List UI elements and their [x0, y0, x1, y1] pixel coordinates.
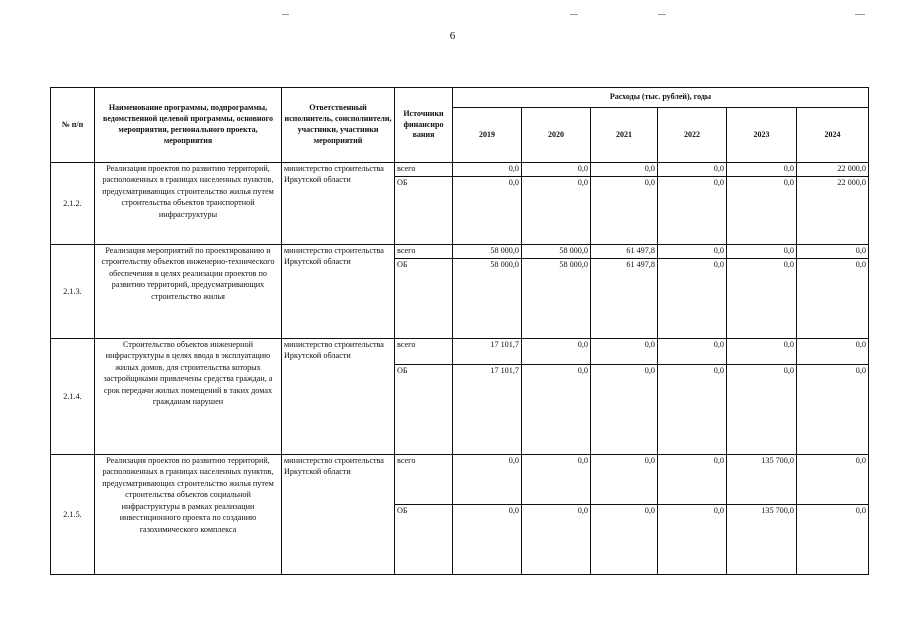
row-value: 22 000,0 — [797, 177, 869, 245]
row-value: 0,0 — [522, 163, 591, 177]
scan-artifact-dash — [282, 14, 289, 15]
row-value: 0,0 — [797, 339, 869, 365]
scan-artifact-dash — [658, 14, 666, 15]
row-value: 0,0 — [591, 339, 658, 365]
row-value: 58 000,0 — [453, 245, 522, 259]
expenses-table — [50, 87, 869, 575]
row-value: 17 101,7 — [453, 365, 522, 455]
row-name: Реализация мероприятий по проектированию и строительству объектов инженерно-технического обеспечения в целях реализации проектов по развитию территорий, предусматривающих строительство жилья — [95, 245, 282, 339]
row-number: 2.1.5. — [51, 455, 95, 575]
header-num: № п/п — [51, 88, 95, 163]
row-value: 135 700,0 — [727, 505, 797, 575]
header-responsible: Ответственный исполнитель, соисполнители, участники, участники мероприятий — [282, 88, 395, 163]
row-value: 17 101,7 — [453, 339, 522, 365]
row-value: 0,0 — [591, 505, 658, 575]
table-row — [51, 339, 869, 365]
row-value: 0,0 — [522, 455, 591, 505]
row-value: 0,0 — [727, 245, 797, 259]
scan-artifact-dash — [855, 14, 865, 15]
row-value: 0,0 — [727, 365, 797, 455]
row-source: всего — [395, 455, 453, 505]
row-responsible: министерство строительства Иркутской области — [282, 339, 395, 455]
row-value: 0,0 — [797, 365, 869, 455]
row-value: 0,0 — [727, 163, 797, 177]
row-source: всего — [395, 339, 453, 365]
row-value: 61 497,8 — [591, 245, 658, 259]
row-value: 0,0 — [591, 455, 658, 505]
row-value: 0,0 — [797, 245, 869, 259]
row-number: 2.1.3. — [51, 245, 95, 339]
row-source: всего — [395, 163, 453, 177]
row-name: Реализация проектов по развитию территорий, расположенных в границах населенных пунктов, предусматривающих строительство жилья путем строительства объектов транспортной инфраструктуры — [95, 163, 282, 245]
row-value: 0,0 — [658, 505, 727, 575]
row-value: 0,0 — [522, 365, 591, 455]
row-value: 0,0 — [591, 163, 658, 177]
header-year: 2022 — [658, 108, 727, 163]
header-year: 2019 — [453, 108, 522, 163]
header-year: 2020 — [522, 108, 591, 163]
row-value: 0,0 — [658, 163, 727, 177]
row-value: 0,0 — [658, 177, 727, 245]
row-number: 2.1.2. — [51, 163, 95, 245]
row-value: 0,0 — [453, 505, 522, 575]
row-value: 61 497,8 — [591, 259, 658, 339]
row-value: 22 000,0 — [797, 163, 869, 177]
row-value: 0,0 — [591, 365, 658, 455]
header-name: Наименование программы, подпрограммы, ведомственной целевой программы, основного мероприятия, регионального проекта, мероприятия — [95, 88, 282, 163]
table-row — [51, 163, 869, 177]
row-value: 135 700,0 — [727, 455, 797, 505]
row-value: 58 000,0 — [453, 259, 522, 339]
row-value: 0,0 — [522, 177, 591, 245]
table-header — [51, 88, 869, 163]
row-name: Строительство объектов инженерной инфраструктуры в целях ввода в эксплуатацию жилых домов, для строительства которых застройщиками привлечены средства граждан, а срок передачи жилых помещений в таких домах гражданам нарушен — [95, 339, 282, 455]
row-source: ОБ — [395, 505, 453, 575]
row-source: ОБ — [395, 177, 453, 245]
row-value: 0,0 — [522, 339, 591, 365]
row-responsible: министерство строительства Иркутской области — [282, 245, 395, 339]
page-number: 6 — [449, 30, 456, 42]
header-year: 2024 — [797, 108, 869, 163]
row-number: 2.1.4. — [51, 339, 95, 455]
row-value: 0,0 — [522, 505, 591, 575]
row-value: 0,0 — [453, 163, 522, 177]
row-value: 0,0 — [797, 455, 869, 505]
row-value: 58 000,0 — [522, 259, 591, 339]
table-row — [51, 455, 869, 505]
scan-artifact-dash — [570, 14, 578, 15]
row-value: 0,0 — [797, 505, 869, 575]
row-source: ОБ — [395, 259, 453, 339]
row-value: 0,0 — [727, 177, 797, 245]
header-year: 2021 — [591, 108, 658, 163]
row-value: 0,0 — [727, 259, 797, 339]
row-value: 0,0 — [591, 177, 658, 245]
row-name: Реализация проектов по развитию территорий, расположенных в границах населенных пунктов, предусматривающих строительство жилья путем строительства объектов социальной инфраструктуры в рамках реализации инвестиционного проекта по созданию газохимического комплекса — [95, 455, 282, 575]
row-value: 0,0 — [658, 365, 727, 455]
row-responsible: министерство строительства Иркутской области — [282, 455, 395, 575]
row-value: 0,0 — [797, 259, 869, 339]
header-expenses: Расходы (тыс. рублей), годы — [453, 88, 869, 108]
row-value: 0,0 — [453, 455, 522, 505]
row-responsible: министерство строительства Иркутской области — [282, 163, 395, 245]
row-value: 0,0 — [453, 177, 522, 245]
header-sources: Источники финансиро вания — [395, 88, 453, 163]
row-source: всего — [395, 245, 453, 259]
row-value: 0,0 — [658, 259, 727, 339]
row-value: 0,0 — [658, 245, 727, 259]
table-row — [51, 245, 869, 259]
header-year: 2023 — [727, 108, 797, 163]
row-value: 0,0 — [658, 339, 727, 365]
row-value: 58 000,0 — [522, 245, 591, 259]
row-value: 0,0 — [727, 339, 797, 365]
row-value: 0,0 — [658, 455, 727, 505]
row-source: ОБ — [395, 365, 453, 455]
